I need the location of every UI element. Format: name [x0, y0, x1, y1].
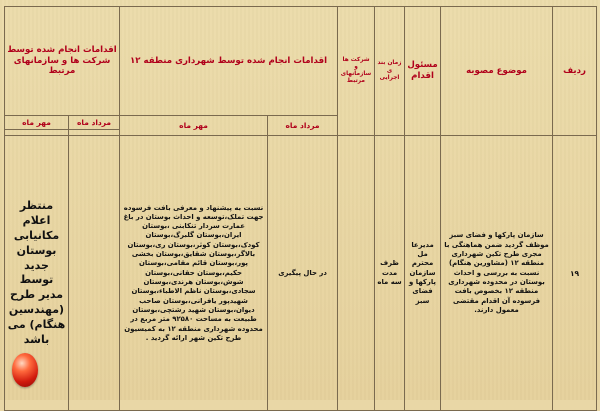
header-subject: موضوع مصوبه: [441, 7, 553, 136]
header-row-number: ردیف: [553, 7, 597, 136]
row-execution-time: ظرف مدت سه ماه: [375, 136, 405, 411]
row-number: ۱۹: [553, 136, 597, 411]
header-org-actions: اقدامات انجام شده توسط شرکت ها و سازمانهای مرتبط: [5, 7, 120, 116]
table-row: [5, 136, 597, 411]
header-execution-time: زمان بند ی اجرایی: [375, 7, 405, 136]
header-org-mordad: مرداد ماه: [69, 116, 120, 130]
header-district-mehr: مهر ماه: [120, 116, 268, 136]
row-org-mordad: [69, 136, 120, 411]
row-district-mehr: نسبت به پیشنهاد و معرفی بافت فرسوده جهت تملک،توسعه و احداث بوستان در باغ عمارت سردار تنکابنی ،بوستان ایران،بوستان گلبرگ،بوستان کودک،بوستان کوثر،بوستان ری،بوستان بالاگر،بوستان شقایق،بوستان بخشی پور،بوستان قائم مقامی،بوستان حکیم،بوستان حقانی،بوستان شوش،بوستان هرندی،بوستان سجادی،بوستان ناظم الاطباء،بوستان شهیدپور یافرانی،بوستان صاحب دیوان،بوستان شهید رشتچی،بوستان طبیعت به مساحت ۹۲۵۸۰ متر مربع در محدوده شهرداری منطقه ۱۲ به کمیسیون طرح تکین شهر ارائه گردید .: [120, 136, 268, 411]
resolutions-table: [4, 6, 597, 411]
red-orb-icon[interactable]: [12, 353, 38, 387]
header-org-mehr: مهر ماه: [5, 116, 69, 130]
row-responsible: مدیرعا مل محترم سازمان پارکها و فضای سبز: [405, 136, 441, 411]
row-subject: سازمان پارکها و فضای سبز موظف گردید ضمن هماهنگی با مجری طرح تکین شهرداری منطقه ۱۲ (مشاورین هنگام) نسبت به بررسی و احداث بوستان در محدوده شهرداری منطقه ۱۲ بخصوص بافت فرسوده آن اقدام مقتضی معمول دارند.: [441, 136, 553, 411]
row-org-mehr: منتظر اعلام مکانیابی بوستان جدید توسط مدیر طرح (مهندسین هنگام) می باشد: [5, 136, 69, 411]
header-district-mordad: مرداد ماه: [268, 116, 338, 136]
header-district-actions: اقدامات انجام شده توسط شهرداری منطقه ۱۲: [120, 7, 338, 116]
header-responsible: مسئول اقدام: [405, 7, 441, 136]
header-related-orgs: شرکت ها و سازمانهای مرتبط: [338, 7, 375, 136]
row-related-orgs: [338, 136, 375, 411]
row-district-mordad: در حال پیگیری: [268, 136, 338, 411]
